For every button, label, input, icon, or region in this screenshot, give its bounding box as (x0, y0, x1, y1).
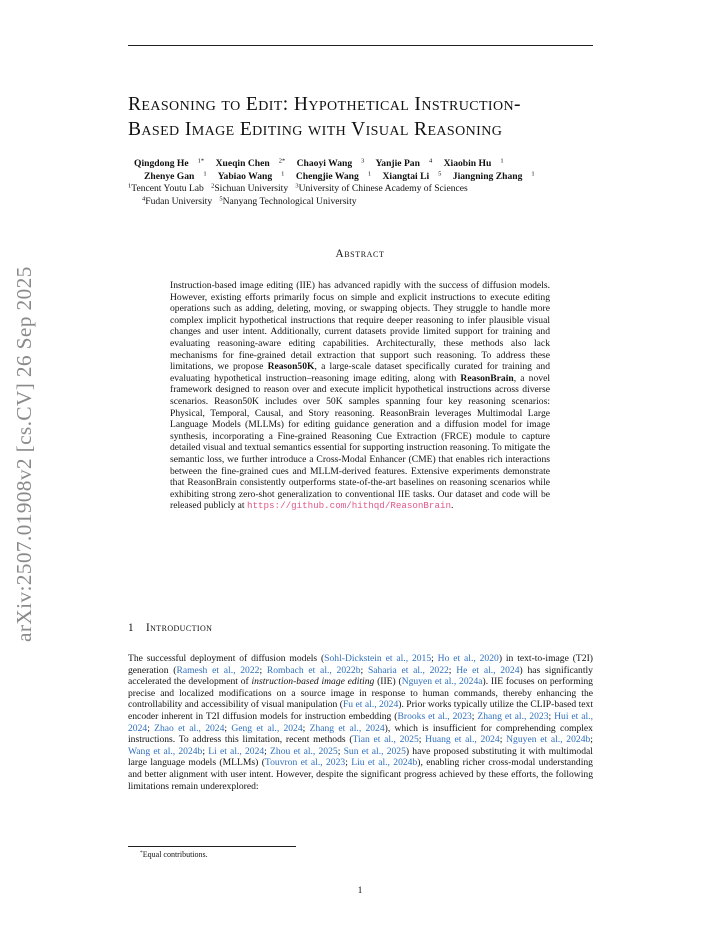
section-heading-introduction (128, 622, 212, 634)
affiliation: $^3$University of Chinese Academy of Sciences (295, 182, 468, 194)
abstract-heading: Abstract (335, 248, 385, 260)
author-line-1 (128, 158, 598, 171)
affiliation: $^5$Nanyang Technological University (219, 195, 357, 207)
emphasis: instruction-based image editing (251, 676, 375, 688)
framework-name: ReasonBrain (460, 372, 514, 384)
author: Jiangning Zhang $^1$ (452, 170, 535, 182)
title-line-2: Based Image Editing with Visual Reasoning (128, 119, 503, 140)
citation-link[interactable]: Ho et al., 2020 (437, 653, 499, 664)
citation-link[interactable]: He et al., 2024 (456, 664, 520, 676)
author: Chaoyi Wang $^3$ (296, 157, 365, 169)
citation-link[interactable]: Liu et al., 2024b (351, 757, 418, 769)
citation-link[interactable]: Touvron et al., 2023 (264, 757, 346, 769)
citation-link[interactable]: Zhou et al., 2025 (270, 745, 338, 757)
citation-link[interactable]: Sun et al., 2025 (343, 745, 406, 757)
dataset-name: Reason50K (267, 361, 315, 373)
citation-link[interactable]: Fu et al., 2024 (342, 699, 399, 711)
abstract-body: Instruction-based image editing (IIE) has advanced rapidly with the success of diffusion models. However, existing efforts primarily focus on simple and explicit instructions to execute editing operations such as adding, deleting, moving, or swapping objects. They struggle to handle more complex implicit hypothetical instructions that require deeper reasoning to infer plausible visual changes and user intent. Additionally, current datasets provide limited support for training and evaluating reasoning-aware editing capabilities. Architecturally, these methods also lack mechanisms for fine-grained detail extraction that support such reasoning. To address these limitations, we propose Reason50K, a large-scale dataset specifically curated for training and evaluating hypothetical instruction–reasoning image editing, along with ReasonBrain, a novel framework designed to reason over and execute implicit hypothetical instructions across diverse scenarios. Reason50K includes over 50K samples spanning four key reasoning scenarios: Physical, Temporal, Causal, and Story reasoning. ReasonBrain leverages Multimodal Large Language Models (MLLMs) for editing guidance generation and a diffusion model for image synthesis, incorporating a Fine-grained Reasoning Cue Extraction (FRCE) module to capture detailed visual and textual semantics essential for supporting instruction reasoning. To mitigate the semantic loss, we further introduce a Cross-Modal Enhancer (CME) that enables rich interactions between the fine-grained cues and MLLM-derived features. Extensive experiments demonstrate that ReasonBrain consistently outperforms state-of-the-art baselines on reasoning scenarios while exhibiting strong zero-shot generalization to conventional IIE tasks. Our dataset and code will be released publicly at https://github.com/hithqd/ReasonBrain. (170, 280, 550, 512)
code-repository-link[interactable]: https://github.com/hithqd/ReasonBrain (246, 500, 451, 512)
footnote (140, 850, 208, 859)
paper-title (128, 92, 618, 142)
citation-link[interactable]: Sohl-Dickstein et al., 2015 (324, 653, 432, 664)
affiliation-line-1 (128, 183, 598, 196)
citation-link[interactable]: Huang et al., 2024 (425, 734, 500, 746)
citation-link[interactable]: Rombach et al., 2022b (266, 664, 361, 676)
footnote-text: Equal contributions. (142, 850, 208, 859)
citation-link[interactable]: Brooks et al., 2023 (397, 710, 472, 722)
citation-link[interactable]: Tian et al., 2025 (352, 734, 419, 746)
author: Chengjie Wang $^1$ (295, 170, 372, 182)
arxiv-identifier: arXiv:2507.01908v2 [cs.CV] 26 Sep 2025 (12, 266, 36, 642)
footnote-mark: * (140, 850, 143, 856)
citation-link[interactable]: Zhang et al., 2023 (477, 710, 549, 722)
author-block (128, 158, 598, 208)
citation-link[interactable]: Nguyen et al., 2024a (401, 676, 483, 688)
introduction-paragraph: The successful deployment of diffusion models (Sohl-Dickstein et al., 2015; Ho et al., 2020) in text-to-image (T2I) generation (Ramesh et al., 2022; Rombach et al., 2022b; Saharia et al., 2022; He et al., 2024) has significantly accelerated the development of instruction-based image editing (IIE) (Nguyen et al., 2024a). IIE focuses on performing precise and localized modifications on a source image in response to human commands, thereby enhancing the controllability and accessibility of visual manipulation (Fu et al., 2024). Prior works typically utilize the CLIP-based text encoder inherent in T2I diffusion models for instruction embedding (Brooks et al., 2023; Zhang et al., 2023; Hui et al., 2024; Zhao et al., 2024; Geng et al., 2024; Zhang et al., 2024), which is insufficient for comprehending complex instructions. To address this limitation, recent methods (Tian et al., 2025; Huang et al., 2024; Nguyen et al., 2024b; Wang et al., 2024b; Li et al., 2024; Zhou et al., 2025; Sun et al., 2025) have proposed substituting it with multimodal large language models (MLLMs) (Touvron et al., 2023; Liu et al., 2024b), enabling richer cross-modal understanding and better alignment with user intent. However, despite the significant progress achieved by these efforts, the following limitations remain underexplored: (128, 653, 594, 792)
affiliation: $^4$Fudan University (142, 195, 213, 207)
author: Xiaobin Hu $^1$ (443, 157, 504, 169)
affiliation: $^1$Tencent Youtu Lab (128, 182, 204, 194)
top-rule (128, 45, 593, 46)
footnote-rule (128, 846, 296, 847)
author: Yabiao Wang $^1$ (217, 170, 285, 182)
author: Xiangtai Li $^5$ (382, 170, 442, 182)
author: Qingdong He $^{1*}$ (134, 157, 205, 169)
citation-link[interactable]: Nguyen et al., 2024b (506, 734, 591, 746)
affiliation-line-2 (128, 196, 598, 209)
citation-link[interactable]: Wang et al., 2024b (128, 745, 203, 757)
citation-link[interactable]: Zhang et al., 2024 (309, 722, 385, 734)
citation-link[interactable]: Zhao et al., 2024 (154, 722, 225, 734)
title-line-1: Reasoning to Edit: Hypothetical Instruction- (128, 94, 521, 115)
author: Yanjie Pan $^4$ (375, 157, 433, 169)
citation-link[interactable]: Li et al., 2024 (208, 745, 265, 757)
citation-link[interactable]: Ramesh et al., 2022 (176, 664, 260, 676)
page-number: 1 (357, 885, 363, 896)
citation-link[interactable]: Geng et al., 2024 (231, 722, 303, 734)
author: Zhenye Gan $^1$ (144, 170, 207, 182)
author: Xueqin Chen $^{2*}$ (215, 157, 286, 169)
section-title: Introduction (146, 622, 213, 634)
author-line-2 (128, 171, 598, 184)
affiliation: $^2$Sichuan University (211, 182, 289, 194)
section-number: 1 (128, 622, 134, 634)
citation-link[interactable]: Saharia et al., 2022 (367, 664, 449, 676)
citation-link[interactable]: Hui et al., 2024 (128, 710, 593, 734)
